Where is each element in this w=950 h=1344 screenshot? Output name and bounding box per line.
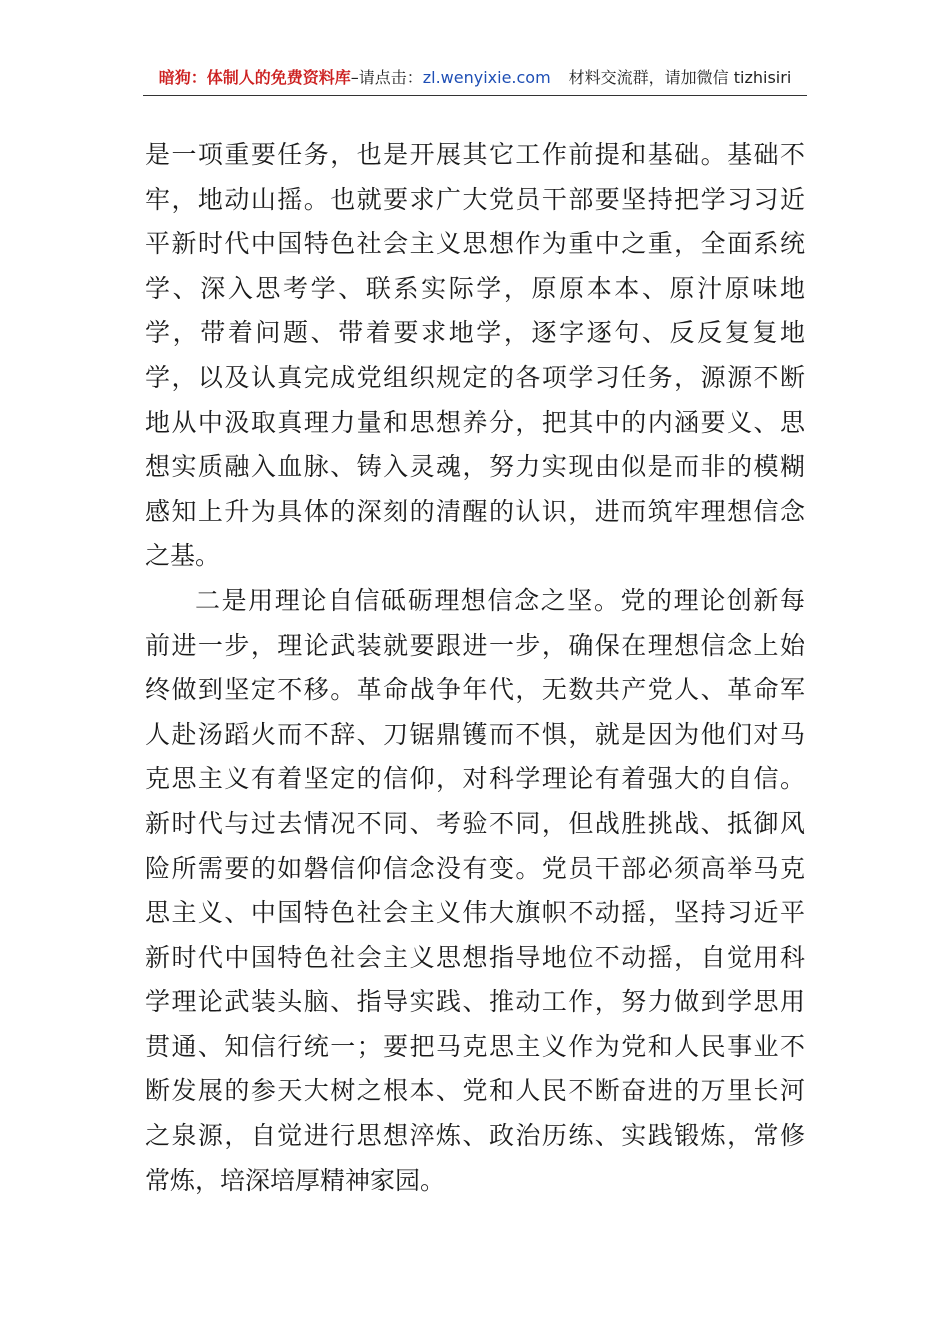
header-brand: 暗狗：体制人的免费资料库 <box>158 68 351 87</box>
text-line: 学、深入思考学、联系实际学，原原本本、原汁原味地 <box>145 273 805 303</box>
text-line: 之泉源，自觉进行思想淬炼、政治历练、实践锻炼，常修 <box>145 1121 805 1151</box>
header-link-prefix: –请点击： <box>350 68 423 87</box>
text-line: 险所需要的如磐信仰信念没有变。党员干部必须高举马克 <box>145 853 805 883</box>
text-line: 是一项重要任务，也是开展其它工作前提和基础。基础不 <box>145 140 805 169</box>
text-line: 牢，地动山摇。也就要求广大党员干部要坚持把学习习近 <box>145 184 805 214</box>
text-line: 断发展的参天大树之根本、党和人民不断奋进的万里长河 <box>145 1076 805 1106</box>
text-line: 想实质融入血脉、铸入灵魂，努力实现由似是而非的模糊 <box>145 452 805 482</box>
paragraph-end-line: 之基。 <box>145 541 221 571</box>
text-line: 学理论武装头脑、指导实践、推动工作，努力做到学思用 <box>145 987 805 1017</box>
text-line: 学，以及认真完成党组织规定的各项学习任务，源源不断 <box>145 362 805 392</box>
text-line: 前进一步，理论武装就要跟进一步，确保在理想信念上始 <box>145 630 805 660</box>
text-line: 思主义、中国特色社会主义伟大旗帜不动摇，坚持习近平 <box>145 898 805 928</box>
header-divider <box>143 95 807 96</box>
paragraph-first-line: 二是用理论自信砥砺理想信念之坚。党的理论创新每 <box>195 585 805 615</box>
header-url-link[interactable]: zl.wenyixie.com <box>422 68 551 87</box>
text-line: 新时代中国特色社会主义思想指导地位不动摇，自觉用科 <box>145 942 805 972</box>
document-body <box>145 133 805 1203</box>
text-line: 新时代与过去情况不同、考验不同，但战胜挑战、抵御风 <box>145 808 805 838</box>
text-line: 学，带着问题、带着要求地学，逐字逐句、反反复复地 <box>145 318 805 348</box>
header-contact: 材料交流群，请加微信 tizhisiri <box>568 68 792 87</box>
text-line: 平新时代中国特色社会主义思想作为重中之重，全面系统 <box>145 229 805 259</box>
text-line: 克思主义有着坚定的信仰，对科学理论有着强大的自信。 <box>145 764 805 794</box>
text-line: 感知上升为具体的深刻的清醒的认识，进而筑牢理想信念 <box>145 496 805 526</box>
text-line: 地从中汲取真理力量和思想养分，把其中的内涵要义、思 <box>145 407 805 437</box>
text-line: 终做到坚定不移。革命战争年代，无数共产党人、革命军 <box>145 675 805 705</box>
page-header <box>0 66 950 90</box>
paragraph-end-line: 常炼，培深培厚精神家园。 <box>145 1165 446 1195</box>
text-line: 人赴汤蹈火而不辞、刀锯鼎镬而不惧，就是因为他们对马 <box>145 719 805 749</box>
text-line: 贯通、知信行统一；要把马克思主义作为党和人民事业不 <box>145 1031 805 1061</box>
